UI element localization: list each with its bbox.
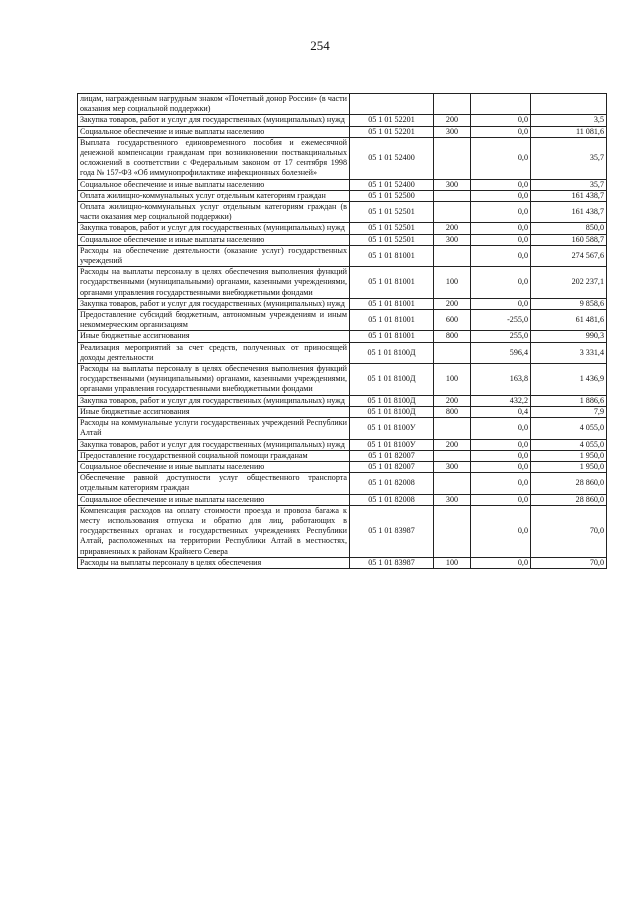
- row-code-cell: 05 1 01 52400: [350, 179, 434, 190]
- table-row: [78, 418, 607, 439]
- row-name-cell: Оплата жилищно-коммунальных услуг отдельным категориям граждан: [78, 190, 350, 201]
- row-change-cell: 0,0: [471, 505, 531, 557]
- row-code-cell: 05 1 01 81001: [350, 298, 434, 309]
- row-change-cell: 0,0: [471, 137, 531, 179]
- row-change-cell: 0,0: [471, 267, 531, 299]
- row-change-cell: 0,0: [471, 461, 531, 472]
- row-total-cell: 161 438,7: [531, 202, 607, 223]
- row-name-cell: Закупка товаров, работ и услуг для государственных (муниципальных) нужд: [78, 223, 350, 234]
- row-total-cell: 70,0: [531, 505, 607, 557]
- row-code-cell: 05 1 01 52201: [350, 115, 434, 126]
- row-kvr-cell: [434, 94, 471, 115]
- row-total-cell: 4 055,0: [531, 418, 607, 439]
- row-name-cell: Выплата государственного единовременного пособия и ежемесячной денежной компенсации гражданам при возникновении поствакцинальных осложнений в соответствии с Федеральным законом от 17 сентября 1998 года № 157-ФЗ «Об иммунопрофилактике инфекционных болезней»: [78, 137, 350, 179]
- row-kvr-cell: [434, 342, 471, 363]
- row-code-cell: 05 1 01 81001: [350, 310, 434, 331]
- row-name-cell: Иные бюджетные ассигнования: [78, 331, 350, 342]
- row-change-cell: -255,0: [471, 310, 531, 331]
- table-row: [78, 310, 607, 331]
- row-total-cell: 35,7: [531, 137, 607, 179]
- row-change-cell: 0,0: [471, 418, 531, 439]
- row-change-cell: 0,0: [471, 234, 531, 245]
- row-code-cell: 05 1 01 8100Д: [350, 395, 434, 406]
- table-row: [78, 223, 607, 234]
- row-total-cell: 11 081,6: [531, 126, 607, 137]
- row-total-cell: 4 055,0: [531, 439, 607, 450]
- row-name-cell: Закупка товаров, работ и услуг для государственных (муниципальных) нужд: [78, 395, 350, 406]
- table-row: [78, 94, 607, 115]
- row-change-cell: 0,0: [471, 298, 531, 309]
- row-name-cell: Закупка товаров, работ и услуг для государственных (муниципальных) нужд: [78, 439, 350, 450]
- row-kvr-cell: 300: [434, 461, 471, 472]
- row-kvr-cell: [434, 450, 471, 461]
- row-total-cell: 1 950,0: [531, 450, 607, 461]
- row-change-cell: 0,0: [471, 473, 531, 494]
- row-code-cell: 05 1 01 83987: [350, 505, 434, 557]
- row-total-cell: 161 438,7: [531, 190, 607, 201]
- row-code-cell: [350, 94, 434, 115]
- row-kvr-cell: [434, 137, 471, 179]
- row-total-cell: 9 858,6: [531, 298, 607, 309]
- row-name-cell: Расходы на коммунальные услуги государственных учреждений Республики Алтай: [78, 418, 350, 439]
- row-change-cell: 0,0: [471, 245, 531, 266]
- table-row: [78, 267, 607, 299]
- row-kvr-cell: 200: [434, 298, 471, 309]
- table-row: [78, 115, 607, 126]
- row-kvr-cell: [434, 505, 471, 557]
- row-name-cell: Закупка товаров, работ и услуг для государственных (муниципальных) нужд: [78, 298, 350, 309]
- row-code-cell: 05 1 01 52501: [350, 234, 434, 245]
- row-code-cell: 05 1 01 52501: [350, 202, 434, 223]
- row-name-cell: Социальное обеспечение и иные выплаты населению: [78, 179, 350, 190]
- row-code-cell: 05 1 01 8100Д: [350, 406, 434, 417]
- row-total-cell: 202 237,1: [531, 267, 607, 299]
- row-total-cell: 1 436,9: [531, 364, 607, 396]
- row-kvr-cell: 100: [434, 364, 471, 396]
- row-total-cell: 274 567,6: [531, 245, 607, 266]
- table-row: [78, 234, 607, 245]
- table-row: [78, 406, 607, 417]
- row-code-cell: 05 1 01 81001: [350, 245, 434, 266]
- row-kvr-cell: [434, 190, 471, 201]
- page-number: 254: [310, 38, 330, 53]
- row-name-cell: Социальное обеспечение и иные выплаты населению: [78, 126, 350, 137]
- row-total-cell: 1 886,6: [531, 395, 607, 406]
- row-change-cell: 163,8: [471, 364, 531, 396]
- row-kvr-cell: 300: [434, 234, 471, 245]
- table-row: [78, 298, 607, 309]
- table-row: [78, 190, 607, 201]
- row-change-cell: 0,0: [471, 202, 531, 223]
- row-kvr-cell: 300: [434, 179, 471, 190]
- row-kvr-cell: [434, 473, 471, 494]
- table-row: [78, 395, 607, 406]
- row-kvr-cell: 300: [434, 126, 471, 137]
- row-code-cell: 05 1 01 52201: [350, 126, 434, 137]
- row-code-cell: 05 1 01 81001: [350, 331, 434, 342]
- row-code-cell: 05 1 01 8100Д: [350, 364, 434, 396]
- row-change-cell: 0,0: [471, 179, 531, 190]
- table-row: [78, 179, 607, 190]
- row-kvr-cell: 100: [434, 557, 471, 568]
- row-name-cell: Социальное обеспечение и иные выплаты населению: [78, 234, 350, 245]
- row-kvr-cell: 600: [434, 310, 471, 331]
- row-name-cell: Предоставление государственной социальной помощи гражданам: [78, 450, 350, 461]
- budget-table-body: [78, 94, 607, 569]
- row-name-cell: Обеспечение равной доступности услуг общественного транспорта отдельным категориям граждан: [78, 473, 350, 494]
- row-total-cell: 3 331,4: [531, 342, 607, 363]
- row-change-cell: 0,0: [471, 439, 531, 450]
- row-change-cell: 0,0: [471, 223, 531, 234]
- row-code-cell: 05 1 01 8100Д: [350, 342, 434, 363]
- table-row: [78, 461, 607, 472]
- row-change-cell: 0,0: [471, 494, 531, 505]
- row-name-cell: Расходы на выплаты персоналу в целях обеспечения выполнения функций государственными (муниципальными) органами, казенными учреждениями, органами управления государственными внебюджетными фондами: [78, 267, 350, 299]
- row-total-cell: 160 588,7: [531, 234, 607, 245]
- row-change-cell: 0,0: [471, 557, 531, 568]
- row-kvr-cell: 800: [434, 331, 471, 342]
- row-kvr-cell: 200: [434, 115, 471, 126]
- row-kvr-cell: [434, 245, 471, 266]
- row-total-cell: 70,0: [531, 557, 607, 568]
- row-change-cell: 255,0: [471, 331, 531, 342]
- table-row: [78, 473, 607, 494]
- row-code-cell: 05 1 01 52500: [350, 190, 434, 201]
- table-row: [78, 364, 607, 396]
- table-row: [78, 126, 607, 137]
- row-change-cell: 0,0: [471, 190, 531, 201]
- row-name-cell: Оплата жилищно-коммунальных услуг отдельным категориям граждан (в части оказания мер социальной поддержки): [78, 202, 350, 223]
- row-total-cell: 35,7: [531, 179, 607, 190]
- row-total-cell: 1 950,0: [531, 461, 607, 472]
- table-row: [78, 450, 607, 461]
- row-kvr-cell: 800: [434, 406, 471, 417]
- row-code-cell: 05 1 01 52501: [350, 223, 434, 234]
- row-kvr-cell: 300: [434, 494, 471, 505]
- row-kvr-cell: [434, 418, 471, 439]
- table-row: [78, 439, 607, 450]
- row-change-cell: [471, 94, 531, 115]
- row-code-cell: 05 1 01 82008: [350, 494, 434, 505]
- row-code-cell: 05 1 01 8100У: [350, 439, 434, 450]
- row-total-cell: 28 860,0: [531, 494, 607, 505]
- table-row: [78, 505, 607, 557]
- row-total-cell: 7,9: [531, 406, 607, 417]
- row-code-cell: 05 1 01 52400: [350, 137, 434, 179]
- table-row: [78, 331, 607, 342]
- table-row: [78, 557, 607, 568]
- row-name-cell: лицам, награжденным нагрудным знаком «Почетный донор России» (в части оказания мер социальной поддержки): [78, 94, 350, 115]
- row-change-cell: 0,0: [471, 126, 531, 137]
- row-code-cell: 05 1 01 82007: [350, 461, 434, 472]
- row-kvr-cell: 200: [434, 439, 471, 450]
- row-change-cell: 432,2: [471, 395, 531, 406]
- row-name-cell: Предоставление субсидий бюджетным, автономным учреждениям и иным некоммерческим организациям: [78, 310, 350, 331]
- row-change-cell: 596,4: [471, 342, 531, 363]
- row-name-cell: Расходы на выплаты персоналу в целях обеспечения: [78, 557, 350, 568]
- row-code-cell: 05 1 01 82007: [350, 450, 434, 461]
- table-row: [78, 245, 607, 266]
- row-name-cell: Расходы на выплаты персоналу в целях обеспечения выполнения функций государственными (муниципальными) органами, казенными учреждениями, органами управления государственными внебюджетными фондами: [78, 364, 350, 396]
- row-total-cell: 990,3: [531, 331, 607, 342]
- row-kvr-cell: 200: [434, 223, 471, 234]
- row-name-cell: Расходы на обеспечение деятельности (оказание услуг) государственных учреждений: [78, 245, 350, 266]
- table-row: [78, 494, 607, 505]
- row-total-cell: [531, 94, 607, 115]
- row-name-cell: Закупка товаров, работ и услуг для государственных (муниципальных) нужд: [78, 115, 350, 126]
- row-kvr-cell: [434, 202, 471, 223]
- row-name-cell: Социальное обеспечение и иные выплаты населению: [78, 461, 350, 472]
- row-kvr-cell: 100: [434, 267, 471, 299]
- budget-table: [77, 93, 607, 569]
- row-change-cell: 0,0: [471, 115, 531, 126]
- row-code-cell: 05 1 01 81001: [350, 267, 434, 299]
- row-total-cell: 28 860,0: [531, 473, 607, 494]
- row-code-cell: 05 1 01 8100У: [350, 418, 434, 439]
- row-name-cell: Иные бюджетные ассигнования: [78, 406, 350, 417]
- row-name-cell: Социальное обеспечение и иные выплаты населению: [78, 494, 350, 505]
- row-name-cell: Компенсация расходов на оплату стоимости проезда и провоза багажа к месту использования отпуска и обратно для лиц, работающих в государственных органах и государственных учреждениях Республики Алтай, расположенных на территории Республики Алтай в местностях, приравненных к районам Крайнего Севера: [78, 505, 350, 557]
- table-row: [78, 202, 607, 223]
- row-code-cell: 05 1 01 83987: [350, 557, 434, 568]
- table-row: [78, 342, 607, 363]
- row-change-cell: 0,0: [471, 450, 531, 461]
- row-change-cell: 0,4: [471, 406, 531, 417]
- row-code-cell: 05 1 01 82008: [350, 473, 434, 494]
- row-name-cell: Реализация мероприятий за счет средств, полученных от приносящей доходы деятельности: [78, 342, 350, 363]
- table-row: [78, 137, 607, 179]
- row-total-cell: 3,5: [531, 115, 607, 126]
- row-total-cell: 61 481,6: [531, 310, 607, 331]
- row-kvr-cell: 200: [434, 395, 471, 406]
- row-total-cell: 850,0: [531, 223, 607, 234]
